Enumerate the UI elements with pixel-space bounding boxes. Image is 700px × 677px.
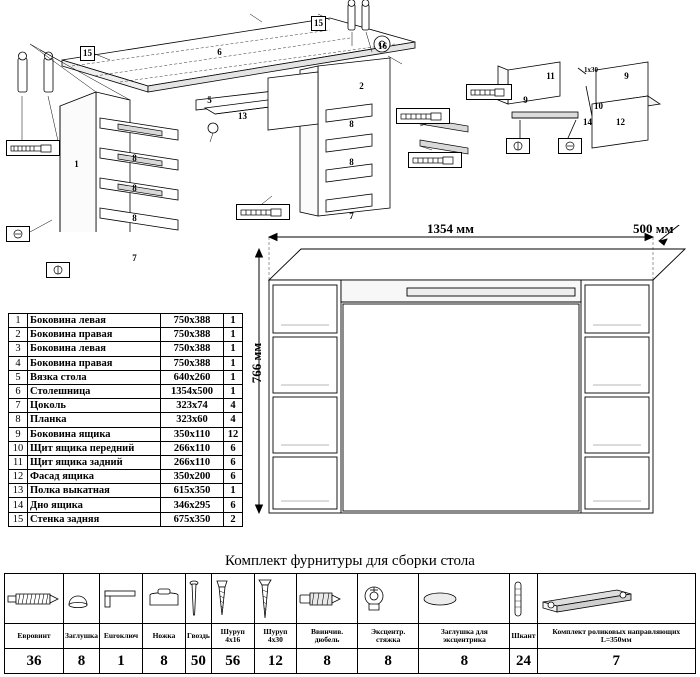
hardware-box-euroscrew-5 (408, 152, 462, 168)
kit-cell-cam-lock (357, 574, 419, 624)
kit-cell-dowel-screw (297, 574, 358, 624)
callout-5: 5 (207, 95, 212, 105)
part-name: Стенка задняя (28, 512, 161, 526)
part-number: 4 (9, 356, 28, 370)
nail-icon (187, 579, 210, 619)
kit-cell-nail (185, 574, 211, 624)
hardware-box-euroscrew-1 (6, 140, 60, 156)
table-row (9, 399, 243, 413)
part-qty: 2 (224, 512, 243, 526)
wood-screw-icon (213, 579, 253, 619)
dimensioned-desk-drawing (249, 221, 700, 525)
kit-name-long-screw: Шуруп 4x30 (254, 624, 297, 649)
kit-qty-row (5, 649, 696, 674)
part-number: 10 (9, 441, 28, 455)
kit-qty-nail: 50 (185, 649, 211, 674)
exploded-assembly-diagram (0, 0, 700, 263)
dowel-screw-icon (298, 588, 356, 610)
part-qty: 12 (224, 427, 243, 441)
hardware-kit-title: Комплект фурнитуры для сборки стола (225, 553, 475, 569)
part-name: Боковина правая (28, 328, 161, 342)
kit-qty-cam-cap: 8 (419, 649, 510, 674)
kit-cell-drawer-slide (537, 574, 695, 624)
callout-8-left-2: 8 (132, 183, 137, 193)
kit-cell-foot (142, 574, 185, 624)
kit-name-allen-key: Euroключ (99, 624, 142, 649)
callout-7-right: 7 (349, 211, 354, 221)
part-number: 6 (9, 384, 28, 398)
part-qty: 1 (224, 314, 243, 328)
part-number: 5 (9, 370, 28, 384)
drawer-slide-icon (539, 582, 694, 616)
part-size: 350x200 (161, 470, 224, 484)
part-number: 1 (9, 314, 28, 328)
part-number: 8 (9, 413, 28, 427)
kit-name-dowel-screw: Ввинчив. дюбель (297, 624, 358, 649)
table-row (9, 342, 243, 356)
kit-cell-allen-key (99, 574, 142, 624)
part-number: 14 (9, 498, 28, 512)
callout-13: 13 (238, 111, 247, 121)
height-dimension-label: 766 мм (249, 342, 265, 384)
hardware-box-euroscrew-6 (466, 84, 512, 100)
kit-qty-dowel-screw: 8 (297, 649, 358, 674)
callout-1: 1 (74, 159, 79, 169)
part-name: Боковина левая (28, 314, 161, 328)
table-row (9, 512, 243, 526)
part-number: 11 (9, 455, 28, 469)
kit-names-row (5, 624, 696, 649)
part-size: 1354x500 (161, 384, 224, 398)
part-size: 750x388 (161, 328, 224, 342)
part-qty: 1 (224, 484, 243, 498)
kit-cell-screw (5, 574, 64, 624)
part-qty: 6 (224, 470, 243, 484)
kit-name-wood-screw: Шуруп 4x16 (211, 624, 254, 649)
callout-16: 16 (378, 41, 387, 51)
kit-cell-cap (64, 574, 100, 624)
part-size: 323x60 (161, 413, 224, 427)
part-qty: 1 (224, 356, 243, 370)
part-size: 615x350 (161, 484, 224, 498)
kit-name-nail: Гвоздь (185, 624, 211, 649)
table-row (9, 470, 243, 484)
table-row (9, 498, 243, 512)
kit-icons-row (5, 574, 696, 624)
hardware-box-euroscrew-3 (236, 204, 290, 220)
kit-qty-wood-screw: 56 (211, 649, 254, 674)
callout-1-30: 1x30 (584, 66, 598, 74)
callout-7-left: 7 (132, 253, 137, 263)
kit-cell-wood-dowel (510, 574, 537, 624)
part-number: 13 (9, 484, 28, 498)
parts-table-body (9, 314, 243, 527)
kit-qty-wood-dowel: 24 (510, 649, 537, 674)
part-qty: 6 (224, 441, 243, 455)
part-qty: 6 (224, 455, 243, 469)
part-qty: 4 (224, 399, 243, 413)
part-qty: 6 (224, 498, 243, 512)
callout-8-right-1: 8 (349, 119, 354, 129)
part-size: 346x295 (161, 498, 224, 512)
width-dimension-label: 1354 мм (427, 221, 474, 236)
hardware-box-cam-3 (558, 138, 582, 154)
long-screw-icon (256, 578, 296, 620)
part-size: 266x110 (161, 441, 224, 455)
kit-qty-allen-key: 1 (99, 649, 142, 674)
part-size: 350x110 (161, 427, 224, 441)
part-name: Боковина левая (28, 342, 161, 356)
callout-10: 10 (594, 101, 603, 111)
part-name: Фасад ящика (28, 470, 161, 484)
part-name: Боковина правая (28, 356, 161, 370)
foot-icon (144, 587, 184, 611)
part-name: Боковина ящика (28, 427, 161, 441)
hardware-box-euroscrew-2 (6, 226, 30, 242)
kit-name-wood-dowel: Шкант (510, 624, 537, 649)
cam-cap-icon (420, 590, 508, 608)
screw-icon (6, 591, 62, 607)
table-row (9, 356, 243, 370)
part-number: 15 (9, 512, 28, 526)
kit-qty-cap: 8 (64, 649, 100, 674)
table-row (9, 427, 243, 441)
part-size: 675x350 (161, 512, 224, 526)
kit-qty-foot: 8 (142, 649, 185, 674)
callout-8-left-1: 8 (132, 153, 137, 163)
table-row (9, 384, 243, 398)
part-name: Щит ящика передний (28, 441, 161, 455)
kit-name-cap: Заглушка (64, 624, 100, 649)
part-name: Планка (28, 413, 161, 427)
table-row (9, 314, 243, 328)
table-row (9, 328, 243, 342)
table-row (9, 441, 243, 455)
part-number: 12 (9, 470, 28, 484)
kit-qty-drawer-slide: 7 (537, 649, 695, 674)
callout-15-b: 15 (311, 16, 326, 31)
kit-cell-cam-cap (419, 574, 510, 624)
part-name: Вязка стола (28, 370, 161, 384)
callout-14: 14 (583, 117, 592, 127)
callout-8-right-2: 8 (349, 157, 354, 167)
part-qty: 4 (224, 413, 243, 427)
hardware-box-cam-2 (506, 138, 530, 154)
part-size: 323x74 (161, 399, 224, 413)
part-name: Столешница (28, 384, 161, 398)
exploded-view-svg (0, 0, 700, 232)
desk-outline-svg (255, 225, 700, 525)
part-number: 9 (9, 427, 28, 441)
callout-9-a: 9 (624, 71, 629, 81)
kit-cell-wood-screw (211, 574, 254, 624)
part-number: 2 (9, 328, 28, 342)
cam-lock-icon (359, 584, 418, 614)
part-name: Щит ящика задний (28, 455, 161, 469)
part-qty: 1 (224, 384, 243, 398)
kit-name-foot: Ножка (142, 624, 185, 649)
callout-6: 6 (217, 47, 222, 57)
kit-qty-screw: 36 (5, 649, 64, 674)
parts-table (8, 313, 243, 527)
part-size: 266x110 (161, 455, 224, 469)
part-size: 750x388 (161, 314, 224, 328)
table-row (9, 370, 243, 384)
callout-15-a: 15 (80, 46, 95, 61)
hardware-box-euroscrew-4 (396, 108, 450, 124)
table-row (9, 484, 243, 498)
cap-icon (65, 589, 98, 609)
wood-dowel-icon (511, 579, 535, 619)
table-row (9, 413, 243, 427)
kit-name-screw: Евровинт (5, 624, 64, 649)
part-qty: 1 (224, 328, 243, 342)
part-size: 640x260 (161, 370, 224, 384)
depth-dimension-label: 500 мм (633, 221, 674, 236)
callout-12: 12 (616, 117, 625, 127)
part-number: 7 (9, 399, 28, 413)
callout-11: 11 (546, 71, 555, 81)
part-qty: 1 (224, 342, 243, 356)
part-size: 750x388 (161, 342, 224, 356)
callout-2: 2 (359, 81, 364, 91)
kit-name-cam-cap: Заглушка для эксцентрика (419, 624, 510, 649)
part-name: Дно ящика (28, 498, 161, 512)
hardware-kit-table (4, 573, 696, 674)
part-size: 750x388 (161, 356, 224, 370)
part-number: 3 (9, 342, 28, 356)
kit-name-cam-lock: Эксцентр. стяжка (357, 624, 419, 649)
part-name: Полка выкатная (28, 484, 161, 498)
kit-name-drawer-slide: Комплект роликовых направляющих L=350мм (537, 624, 695, 649)
part-name: Цоколь (28, 399, 161, 413)
allen-key-icon (101, 587, 141, 611)
callout-8-left-3: 8 (132, 213, 137, 223)
kit-cell-long-screw (254, 574, 297, 624)
kit-qty-long-screw: 12 (254, 649, 297, 674)
callout-9-b: 9 (523, 95, 528, 105)
kit-qty-cam-lock: 8 (357, 649, 419, 674)
part-qty: 1 (224, 370, 243, 384)
table-row (9, 455, 243, 469)
hardware-box-cam-1 (46, 262, 70, 278)
